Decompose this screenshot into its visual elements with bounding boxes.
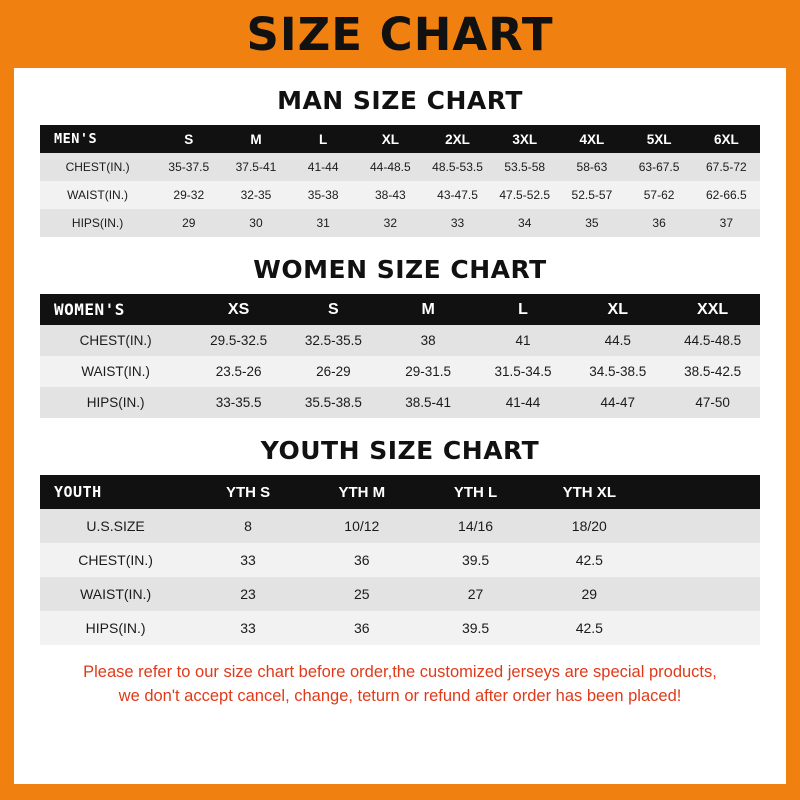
table-cell: 37.5-41	[235, 160, 277, 174]
table-header-cell: XS	[227, 300, 250, 318]
disclaimer-line-2: we don't accept cancel, change, teturn or refund after order has been placed!	[118, 686, 682, 705]
table-header-spacer	[646, 475, 760, 509]
chart-content	[14, 86, 786, 709]
table-cell: 8	[244, 518, 252, 534]
table-cell: 47-50	[695, 395, 730, 410]
disclaimer-note	[40, 661, 760, 709]
table-cell: 47.5-52.5	[499, 188, 551, 202]
section-women	[40, 255, 760, 418]
table-cell: 33	[240, 552, 256, 568]
table-header-cell: YTH L	[453, 483, 498, 501]
table-cell: 27	[467, 586, 484, 602]
youth-table-body	[40, 509, 760, 645]
row-label: HIPS(IN.)	[86, 395, 145, 410]
table-cell: 58-63	[576, 160, 608, 174]
section-title-youth: YOUTH SIZE CHART	[260, 436, 540, 465]
table-header-cell: YOUTH	[54, 483, 102, 501]
table-cell: 37	[719, 216, 734, 230]
table-header-cell: S	[328, 300, 339, 318]
table-cell: 34	[518, 216, 532, 230]
youth-size-table	[40, 475, 760, 645]
table-cell-spacer	[646, 577, 760, 611]
disclaimer-line-1: Please refer to our size chart before order,the customized jerseys are special products,	[83, 663, 717, 681]
table-cell: 25	[354, 586, 370, 602]
table-cell: 35-37.5	[168, 160, 210, 174]
footer-banner	[0, 784, 800, 800]
man-table-body	[40, 153, 760, 237]
table-cell: 38	[420, 333, 436, 348]
table-cell: 38-43	[374, 188, 406, 202]
table-header-row	[40, 475, 760, 509]
table-cell: 29.5-32.5	[210, 333, 268, 348]
table-cell: 44.5	[604, 333, 631, 348]
man-size-table	[40, 125, 760, 237]
table-header-row	[40, 125, 760, 153]
table-cell-spacer	[646, 611, 760, 645]
table-cell: 23.5-26	[215, 364, 262, 379]
table-cell-spacer	[646, 543, 760, 577]
row-label: HIPS(IN.)	[71, 216, 124, 230]
table-row	[40, 611, 760, 645]
table-header-cell: S	[184, 131, 194, 147]
table-header-cell: 4XL	[579, 131, 605, 147]
section-man	[40, 86, 760, 237]
table-cell: 34.5-38.5	[589, 364, 647, 379]
header-banner	[0, 0, 800, 68]
table-cell: 38.5-42.5	[684, 364, 742, 379]
row-label: HIPS(IN.)	[85, 620, 146, 636]
table-row	[40, 509, 760, 543]
table-header-cell: 5XL	[646, 131, 672, 147]
table-cell: 14/16	[458, 518, 494, 534]
row-label: U.S.SIZE	[86, 518, 145, 534]
section-title-women: WOMEN SIZE CHART	[253, 255, 547, 284]
table-row	[40, 387, 760, 418]
section-title-man: MAN SIZE CHART	[277, 86, 523, 115]
table-row	[40, 325, 760, 356]
table-cell: 32-35	[240, 188, 272, 202]
table-cell: 33-35.5	[215, 395, 262, 410]
table-row	[40, 181, 760, 209]
table-cell: 36	[354, 552, 370, 568]
table-cell: 31	[316, 216, 330, 230]
table-header-cell: YTH S	[225, 483, 271, 501]
row-label: WAIST(IN.)	[80, 586, 152, 602]
page-title: SIZE CHART	[246, 7, 554, 61]
table-cell: 62-66.5	[705, 188, 747, 202]
row-label: WAIST(IN.)	[81, 364, 150, 379]
table-header-cell: M	[421, 300, 435, 318]
table-header-cell: L	[319, 131, 328, 147]
table-cell: 26-29	[316, 364, 351, 379]
youth-table-head	[40, 475, 760, 509]
table-cell: 44-47	[600, 395, 636, 410]
table-row	[40, 543, 760, 577]
women-size-table	[40, 294, 760, 418]
table-cell: 36	[354, 620, 370, 636]
row-label: CHEST(IN.)	[65, 160, 130, 174]
table-cell: 29-32	[173, 188, 205, 202]
table-row	[40, 153, 760, 181]
table-cell: 41	[515, 333, 531, 348]
table-cell: 30	[249, 216, 263, 230]
table-header-cell: 2XL	[445, 131, 470, 147]
table-cell: 44-48.5	[369, 160, 411, 174]
table-cell: 48.5-53.5	[432, 160, 483, 174]
table-cell: 35	[585, 216, 599, 230]
table-cell: 43-47.5	[437, 188, 478, 202]
section-youth	[40, 436, 760, 645]
table-cell: 31.5-34.5	[494, 364, 552, 379]
table-cell: 63-67.5	[638, 160, 680, 174]
table-header-cell: YTH M	[338, 483, 386, 501]
table-row	[40, 577, 760, 611]
table-header-cell: 3XL	[512, 131, 538, 147]
table-cell: 42.5	[575, 620, 603, 636]
table-cell: 33	[450, 216, 465, 230]
table-cell: 10/12	[344, 518, 380, 534]
table-cell: 18/20	[571, 518, 607, 534]
table-cell-spacer	[646, 509, 760, 543]
table-header-cell: XXL	[697, 300, 729, 318]
table-cell: 38.5-41	[405, 395, 452, 410]
table-cell: 32	[383, 216, 398, 230]
table-cell: 35-38	[307, 188, 339, 202]
table-cell: 57-62	[643, 188, 675, 202]
table-header-cell: XL	[381, 131, 399, 147]
table-cell: 29-31.5	[405, 364, 452, 379]
table-cell: 41-44	[505, 395, 541, 410]
table-cell: 35.5-38.5	[304, 395, 362, 410]
women-table-body	[40, 325, 760, 418]
man-table-head	[40, 125, 760, 153]
table-row	[40, 209, 760, 237]
row-label: CHEST(IN.)	[79, 333, 152, 348]
table-cell: 39.5	[461, 620, 490, 636]
table-header-cell: WOMEN'S	[54, 300, 125, 319]
table-header-cell: YTH XL	[562, 483, 616, 501]
row-label: CHEST(IN.)	[78, 552, 153, 568]
table-header-cell: L	[518, 300, 528, 318]
table-cell: 44.5-48.5	[684, 333, 742, 348]
table-header-cell: XL	[607, 300, 628, 318]
table-header-row	[40, 294, 760, 325]
table-cell: 39.5	[461, 552, 490, 568]
table-cell: 29	[182, 216, 196, 230]
table-cell: 33	[240, 620, 256, 636]
row-label: WAIST(IN.)	[67, 188, 129, 202]
table-cell: 53.5-58	[504, 160, 546, 174]
table-cell: 41-44	[307, 160, 339, 174]
women-table-head	[40, 294, 760, 325]
table-cell: 32.5-35.5	[304, 333, 362, 348]
table-row	[40, 356, 760, 387]
table-cell: 23	[240, 586, 256, 602]
table-cell: 29	[581, 586, 598, 602]
table-cell: 42.5	[575, 552, 603, 568]
table-header-cell: M	[250, 131, 262, 147]
table-header-cell: 6XL	[713, 131, 739, 147]
table-cell: 67.5-72	[705, 160, 747, 174]
table-cell: 52.5-57	[571, 188, 613, 202]
table-cell: 36	[652, 216, 666, 230]
table-header-cell: MEN'S	[54, 131, 98, 147]
